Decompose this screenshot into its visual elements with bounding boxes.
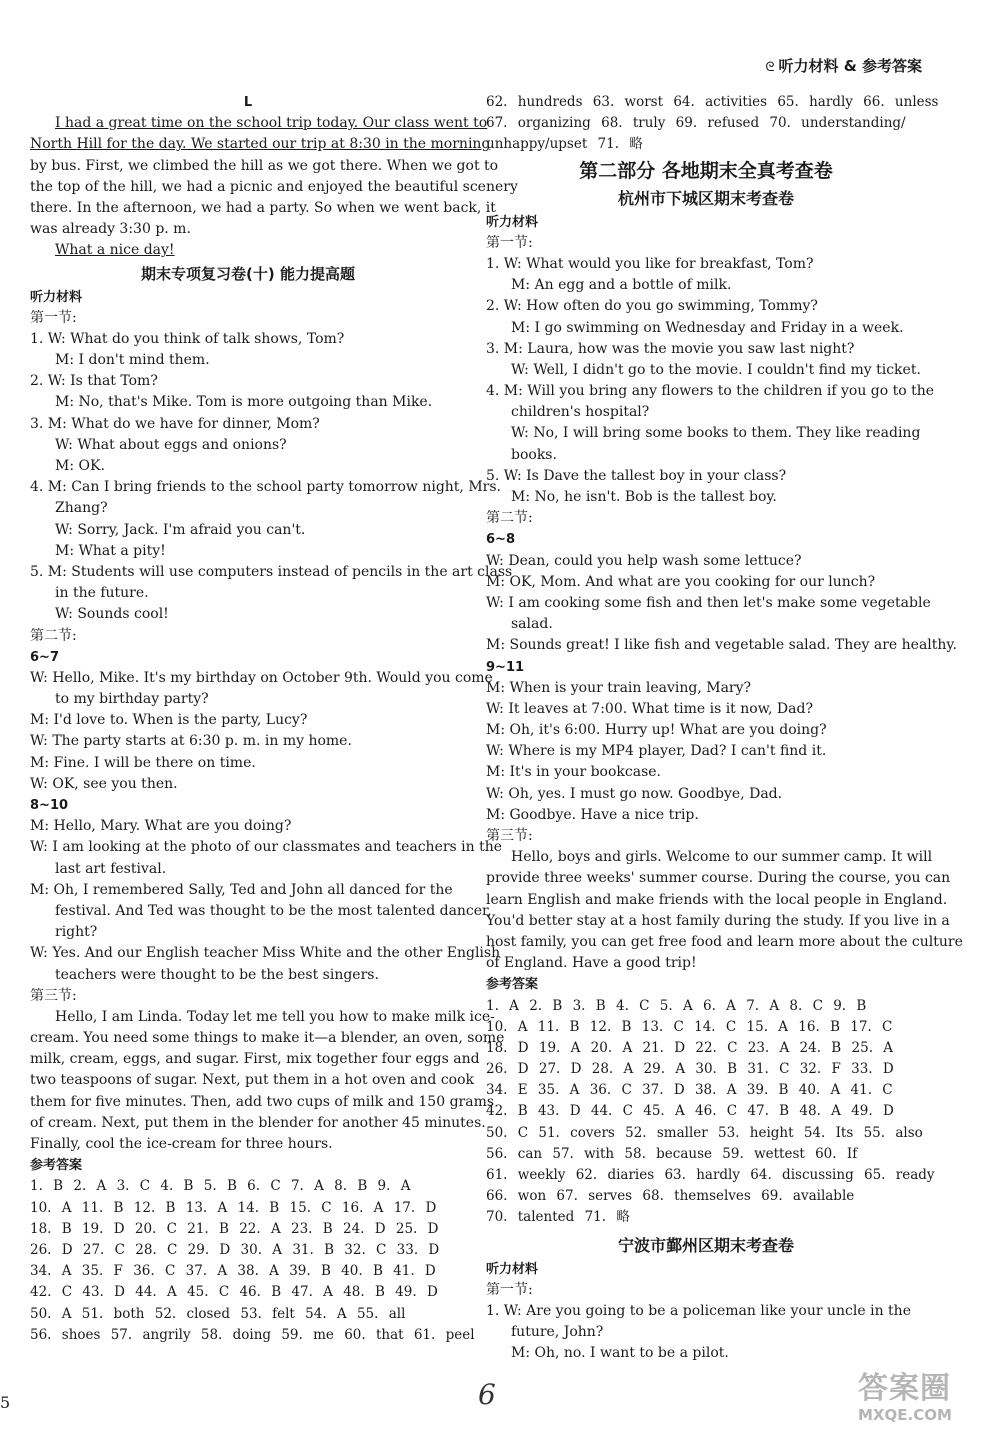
page-number: 6 xyxy=(478,1378,496,1411)
dialogue-line: in the future. xyxy=(55,585,149,602)
text-line: there. In the afternoon, we had a party. So when we went back, it xyxy=(30,199,496,216)
part2-label: 第二节: xyxy=(486,510,533,527)
dialogue-line: children's hospital? xyxy=(511,404,650,421)
dialogue-number: 6~8 xyxy=(486,532,515,548)
answer-row: 42. B 43. D 44. C 45. A 46. C 47. B 48. A 49. D xyxy=(486,1103,894,1120)
monologue-line: Hello, boys and girls. Welcome to our summer camp. It will xyxy=(511,849,933,866)
dialogue-line: M: Oh, I remembered Sally, Ted and John all danced for the xyxy=(30,881,453,898)
dialogue-line: W: Sorry, Jack. I'm afraid you can't. xyxy=(55,521,306,538)
dialogue-line: 5. W: Is Dave the tallest boy in your class? xyxy=(486,467,787,484)
dialogue-line: 3. M: What do we have for dinner, Mom? xyxy=(30,415,320,432)
right-part1b-dialogues xyxy=(486,1301,926,1365)
answer-row: 10. A 11. B 12. B 13. C 14. C 15. A 16. B 17. C xyxy=(486,1018,893,1035)
text-line: I had a great time on the school trip today. Our class went to xyxy=(55,115,488,132)
right-part2-dialogues xyxy=(486,529,957,826)
answers-label: 参考答案 xyxy=(486,977,539,993)
passage-L-last: What a nice day! xyxy=(55,242,175,259)
monologue-line: provide three weeks' summer course. During the course, you can xyxy=(486,870,951,887)
text-line: North Hill for the day. We started our trip at 8:30 in the morning xyxy=(30,136,491,153)
exam1-title: 杭州市下城区期末考查卷 xyxy=(617,188,794,208)
text-line: was already 3:30 p. m. xyxy=(30,221,191,238)
dialogue-line: M: Oh, no. I want to be a pilot. xyxy=(511,1345,729,1362)
dialogue-line: W: No, I will bring some books to them. They like reading xyxy=(511,425,921,442)
right-column xyxy=(486,92,963,1365)
part3-label: 第三节: xyxy=(30,987,77,1004)
dialogue-line: M: OK. xyxy=(55,458,105,474)
dialogue-line: 1. W: What would you like for breakfast, Tom? xyxy=(486,255,814,272)
dialogue-line: W: Well, I didn't go to the movie. I couldn't find my ticket. xyxy=(511,361,921,378)
dialogue-line: M: OK, Mom. And what are you cooking for our lunch? xyxy=(486,573,876,590)
dialogue-line: W: I am looking at the photo of our classmates and teachers in the xyxy=(30,839,503,856)
monologue-line: cream. You need some things to make it—a blender, an oven, some xyxy=(30,1030,505,1047)
dialogue-line: W: Dean, could you help wash some lettuce? xyxy=(486,552,802,569)
dialogue-line: M: An egg and a bottle of milk. xyxy=(511,277,732,294)
dialogue-line: M: What a pity! xyxy=(55,542,166,559)
dialogue-line: Zhang? xyxy=(55,500,108,517)
monologue-line: host family, you can get free food and learn more about the culture xyxy=(486,933,963,950)
answers-label: 参考答案 xyxy=(30,1158,83,1174)
dialogue-number: 8~10 xyxy=(30,798,69,813)
monologue-line: milk, cream, eggs, and sugar. First, mix together four eggs and xyxy=(30,1051,480,1068)
dialogue-line: M: I don't mind them. xyxy=(55,352,210,369)
dialogue-line: W: What about eggs and onions? xyxy=(55,436,287,453)
ear-icon: ᘓ xyxy=(765,60,775,75)
dialogue-line: W: It leaves at 7:00. What time is it now, Dad? xyxy=(486,700,813,717)
monologue-line: You'd better stay at a host family during the study. If you live in a xyxy=(486,912,950,929)
dialogue-line: future, John? xyxy=(511,1324,604,1341)
dialogue-line: M: It's in your bookcase. xyxy=(486,764,661,781)
dialogue-line: 1. W: Are you going to be a policeman like your uncle in the xyxy=(486,1302,911,1319)
answer-row: 26. D 27. D 28. A 29. A 30. B 31. C 32. F 33. D xyxy=(486,1061,894,1078)
dialogue-line: M: No, that's Mike. Tom is more outgoing than Mike. xyxy=(55,394,433,411)
monologue-line: them for five minutes. Then, add two cups of milk and 150 grams xyxy=(30,1093,495,1110)
dialogue-line: 4. M: Will you bring any flowers to the children if you go to the xyxy=(486,383,935,400)
dialogue-line: books. xyxy=(511,446,557,463)
dialogue-line: 1. W: What do you think of talk shows, Tom? xyxy=(30,330,345,347)
left-part3-monologue xyxy=(30,1007,505,1155)
monologue-line: of cream. Next, put them in the blender for another 45 minutes. xyxy=(30,1114,486,1131)
answer-row: 1. A 2. B 3. B 4. C 5. A 6. A 7. A 8. C 9. B xyxy=(486,997,867,1014)
dialogue-line: salad. xyxy=(511,616,553,633)
answer-row: 67. organizing 68. truly 69. refused 70. understanding/ xyxy=(486,115,906,132)
watermark-logo xyxy=(858,1372,988,1424)
listening-label-2: 听力材料 xyxy=(486,1261,539,1277)
dialogue-line: 2. W: Is that Tom? xyxy=(30,373,158,390)
dialogue-line: M: Goodbye. Have a nice trip. xyxy=(486,806,699,823)
answer-row: 26. D 27. C 28. C 29. D 30. A 31. B 32. C 33. D xyxy=(30,1241,440,1258)
dialogue-line: to my birthday party? xyxy=(55,691,209,708)
monologue-line: Finally, cool the ice-cream for three hours. xyxy=(30,1136,333,1152)
listening-label: 听力材料 xyxy=(486,214,539,230)
answer-row: 34. E 35. A 36. C 37. D 38. A 39. B 40. A 41. C xyxy=(486,1082,893,1099)
right-top-answers xyxy=(486,92,939,156)
answer-row: 50. C 51. covers 52. smaller 53. height 54. Its 55. also xyxy=(486,1124,923,1141)
answer-row: 34. A 35. F 36. C 37. A 38. A 39. B 40. B 41. D xyxy=(30,1263,436,1280)
dialogue-number: 6~7 xyxy=(30,649,59,665)
answer-row: 50. A 51. both 52. closed 53. felt 54. A 55. all xyxy=(30,1305,406,1322)
dialogue-line: W: Hello, Mike. It's my birthday on October 9th. Would you come xyxy=(30,669,493,686)
answer-row: 66. won 67. serves 68. themselves 69. available xyxy=(486,1188,855,1205)
answer-row: 18. D 19. A 20. A 21. D 22. C 23. A 24. B 25. A xyxy=(486,1039,894,1056)
right-answer-key xyxy=(486,996,935,1229)
answer-row: 56. can 57. with 58. because 59. wettest 60. If xyxy=(486,1145,858,1162)
answer-row: 10. A 11. B 12. B 13. A 14. B 15. C 16. A 17. D xyxy=(30,1199,437,1216)
dialogue-line: M: Oh, it's 6:00. Hurry up! What are you doing? xyxy=(486,722,827,739)
part1b-label: 第一节: xyxy=(486,1281,533,1298)
watermark-bottom: MXQE.COM xyxy=(858,1406,952,1424)
corner-mark: 5 xyxy=(0,1393,11,1412)
dialogue-line: last art festival. xyxy=(55,860,167,877)
dialogue-line: W: I am cooking some fish and then let's make some vegetable xyxy=(486,594,931,611)
dialogue-number: 9~11 xyxy=(486,659,525,675)
dialogue-line: W: OK, see you then. xyxy=(30,775,178,792)
dialogue-line: M: I go swimming on Wednesday and Friday in a week. xyxy=(511,319,904,336)
text-line: the top of the hill, we had a picnic and enjoyed the beautiful scenery xyxy=(30,178,518,195)
monologue-line: learn English and make friends with the local people in England. xyxy=(486,891,948,908)
answer-row: 62. hundreds 63. worst 64. activities 65. hardly 66. unless xyxy=(486,94,939,110)
dialogue-line: M: Hello, Mary. What are you doing? xyxy=(30,818,292,835)
answer-row: 18. B 19. D 20. C 21. B 22. A 23. B 24. D 25. D xyxy=(30,1220,439,1237)
monologue-line: two teaspoons of sugar. Next, put them in a hot oven and cook xyxy=(30,1072,475,1089)
left-part2-dialogues xyxy=(30,647,503,986)
dialogue-line: W: Where is my MP4 player, Dad? I can't find it. xyxy=(486,743,827,760)
passage-L-heading: L xyxy=(243,95,253,110)
exam2-title: 宁波市鄞州区期末考查卷 xyxy=(617,1235,794,1255)
answer-row: 61. weekly 62. diaries 63. hardly 64. discussing 65. ready xyxy=(486,1167,935,1183)
watermark-top: 答案圈 xyxy=(858,1371,951,1406)
part3-label: 第三节: xyxy=(486,828,533,844)
dialogue-line: M: I'd love to. When is the party, Lucy? xyxy=(30,712,308,729)
dialogue-line: 3. M: Laura, how was the movie you saw last night? xyxy=(486,340,855,357)
monologue-line: Hello, I am Linda. Today let me tell you how to make milk ice- xyxy=(55,1008,495,1025)
dialogue-line: M: Sounds great! I like fish and vegetable salad. They are healthy. xyxy=(486,637,957,654)
answer-row: 56. shoes 57. angrily 58. doing 59. me 60. that 61. peel xyxy=(30,1326,475,1343)
dialogue-line: right? xyxy=(55,924,98,941)
section-title: 期末专项复习卷(十) 能力提高题 xyxy=(141,264,355,283)
left-answer-key xyxy=(30,1176,475,1346)
dialogue-line: M: No, he isn't. Bob is the tallest boy. xyxy=(511,489,777,505)
answer-row: 70. talented 71. 略 xyxy=(486,1209,630,1226)
dialogue-line: festival. And Ted was thought to be the most talented dancer, xyxy=(55,902,492,919)
dialogue-line: 4. M: Can I bring friends to the school party tomorrow night, Mrs. xyxy=(30,479,501,496)
answer-row: 42. C 43. D 44. A 45. C 46. B 47. A 48. B 49. D xyxy=(30,1284,438,1301)
dialogue-line: 2. W: How often do you go swimming, Tommy? xyxy=(486,298,818,315)
dialogue-line: W: Sounds cool! xyxy=(55,606,169,623)
dialogue-line: teachers were thought to be the best singers. xyxy=(55,966,379,983)
dialogue-line: W: Yes. And our English teacher Miss White and the other English xyxy=(30,945,501,962)
monologue-line: of England. Have a good trip! xyxy=(486,955,697,972)
part1-label: 第一节: xyxy=(486,234,533,251)
text-line: by bus. First, we climbed the hill as we got there. When we got to xyxy=(30,157,499,174)
right-part3-monologue xyxy=(486,847,963,974)
right-part1-dialogues xyxy=(486,254,935,508)
part1-label: 第一节: xyxy=(30,309,77,326)
dialogue-line: W: Oh, yes. I must go now. Goodbye, Dad. xyxy=(486,785,783,802)
dialogue-line: W: The party starts at 6:30 p. m. in my home. xyxy=(30,733,352,750)
part2-label: 第二节: xyxy=(30,627,77,644)
listening-label: 听力材料 xyxy=(30,289,83,305)
dialogue-line: 5. M: Students will use computers instead of pencils in the art class xyxy=(30,563,513,580)
header-title: 听力材料 & 参考答案 xyxy=(778,57,922,75)
answer-row: 1. B 2. A 3. C 4. B 5. B 6. C 7. A 8. B 9. A xyxy=(30,1178,411,1195)
dialogue-line: M: Fine. I will be there on time. xyxy=(30,754,256,771)
dialogue-line: M: When is your train leaving, Mary? xyxy=(486,679,752,696)
part-two-title: 第二部分 各地期末全真考查卷 xyxy=(579,159,833,182)
answer-row: unhappy/upset 71. 略 xyxy=(486,136,643,153)
page-header xyxy=(765,56,922,78)
